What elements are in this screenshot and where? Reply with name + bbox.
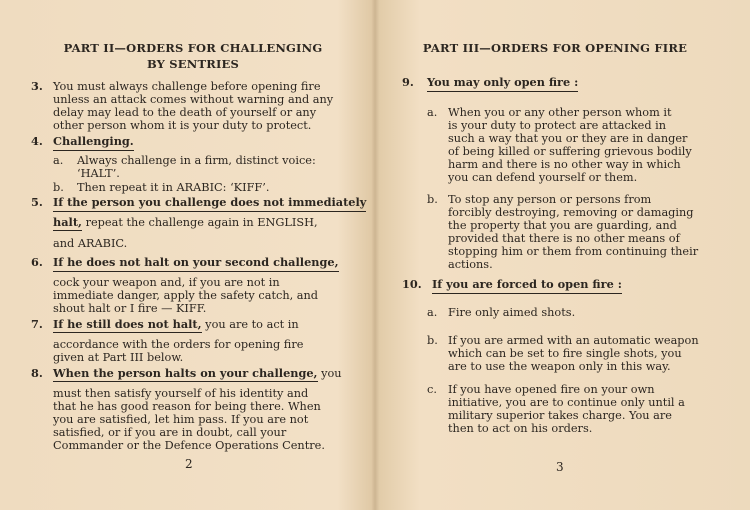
paragraph-10c-line: If you have opened fire on your own: [448, 383, 655, 396]
paragraph-6-number: 6.: [31, 255, 43, 269]
paragraph-9a-line: is your duty to protect are attacked in: [448, 119, 667, 132]
paragraph-5-rest: repeat the challenge again in ENGLISH,: [81, 216, 318, 229]
paragraph-7-first-line: [53, 318, 299, 332]
paragraph-5-number: 5.: [31, 195, 43, 209]
paragraph-8-rest: you: [317, 367, 342, 380]
paragraph-9-heading: You may only open fire :: [427, 76, 578, 92]
paragraph-10b-line: If you are armed with an automatic weapon: [448, 334, 699, 347]
paragraph-9b-label: b.: [427, 193, 438, 206]
page-number-left: 2: [185, 457, 193, 471]
paragraph-10b-label: b.: [427, 334, 438, 347]
paragraph-8-heading: When the person halts on your challenge,: [53, 366, 318, 380]
paragraph-10c-line: military superior takes charge. You are: [448, 409, 672, 422]
paragraph-9a-line: When you or any other person whom it: [448, 106, 672, 119]
paragraph-3-line: unless an attack comes without warning and any: [53, 93, 334, 106]
paragraph-9-number: 9.: [402, 75, 414, 89]
paragraph-6-heading: If he does not halt on your second challenge,: [53, 256, 339, 272]
paragraph-7-line: accordance with the orders for opening fire: [53, 338, 304, 351]
paragraph-10-number: 10.: [402, 277, 422, 291]
paragraph-8-line: satisfied, or if you are in doubt, call your: [53, 426, 287, 439]
paragraph-3-line: You must always challenge before opening fire: [53, 80, 321, 93]
paragraph-5-last-line: and ARABIC.: [53, 237, 128, 250]
paragraph-6-line: shout halt or I fire — KIFF.: [53, 302, 207, 315]
paragraph-3-line: delay may lead to the death of yourself or any: [53, 106, 317, 119]
paragraph-3-number: 3.: [31, 79, 43, 93]
part-two-title-line-1: PART II—ORDERS FOR CHALLENGING: [63, 41, 323, 55]
paragraph-10c-line: then to act on his orders.: [448, 422, 593, 435]
paragraph-10a-text: Fire only aimed shots.: [448, 306, 576, 319]
paragraph-9a-line: you can defend yourself or them.: [448, 171, 638, 184]
paragraph-8-line: you are satisfied, let him pass. If you are not: [53, 413, 309, 426]
paragraph-9a-label: a.: [427, 106, 438, 119]
part-two-title: [48, 40, 338, 72]
paragraph-9b-line: provided that there is no other means of: [448, 232, 680, 245]
paragraph-7-heading: If he still does not halt,: [53, 317, 202, 331]
paragraph-8-first-line: [53, 367, 342, 381]
paragraph-3-line: other person whom it is your duty to protect.: [53, 119, 312, 132]
paragraph-4b-label: b.: [53, 181, 64, 194]
paragraph-4a-line: ‘HALT’.: [77, 167, 120, 180]
paragraph-9a-line: of being killed or suffering grievous bodily: [448, 145, 692, 158]
page-number-right: 3: [556, 460, 564, 474]
paragraph-9b-line: the property that you are guarding, and: [448, 219, 677, 232]
paragraph-9a-line: harm and there is no other way in which: [448, 158, 681, 171]
paragraph-10a-label: a.: [427, 306, 438, 319]
paragraph-9a-line: such a way that you or they are in danger: [448, 132, 688, 145]
right-page: [375, 0, 750, 510]
paragraph-4b-text: Then repeat it in ARABIC: ‘KIFF’.: [77, 181, 270, 194]
paragraph-4-heading: Challenging.: [53, 135, 134, 151]
paragraph-10b-line: which can be set to fire single shots, you: [448, 347, 682, 360]
paragraph-9b-line: To stop any person or persons from: [448, 193, 652, 206]
paragraph-8-line: that he has good reason for being there. When: [53, 400, 321, 413]
paragraph-10-heading: If you are forced to open fire :: [432, 278, 622, 294]
part-three-title: PART III—ORDERS FOR OPENING FIRE: [422, 41, 688, 55]
paragraph-7-number: 7.: [31, 317, 43, 331]
paragraph-5-line-2: [53, 216, 318, 230]
paragraph-5-heading-end: halt,: [53, 215, 82, 229]
paragraph-10c-label: c.: [427, 383, 437, 396]
part-two-title-line-2: BY SENTRIES: [146, 57, 240, 71]
paragraph-8-number: 8.: [31, 366, 43, 380]
paragraph-9b-line: forcibly destroying, removing or damaging: [448, 206, 694, 219]
paragraph-5-heading: If the person you challenge does not immediately: [53, 196, 366, 212]
paragraph-6-line: cock your weapon and, if you are not in: [53, 276, 280, 289]
paragraph-4-number: 4.: [31, 134, 43, 148]
paragraph-7-rest: you are to act in: [201, 318, 299, 331]
paragraph-4a-line: Always challenge in a firm, distinct voice:: [77, 154, 316, 167]
paragraph-9b-line: actions.: [448, 258, 493, 271]
paragraph-8-line: Commander or the Defence Operations Centre.: [53, 439, 325, 452]
paragraph-4a-label: a.: [53, 154, 64, 167]
paragraph-10c-line: initiative, you are to continue only until a: [448, 396, 685, 409]
paragraph-6-line: immediate danger, apply the safety catch, and: [53, 289, 319, 302]
paragraph-7-line: given at Part III below.: [53, 351, 184, 364]
paragraph-9b-line: stopping him or them from continuing their: [448, 245, 699, 258]
paragraph-8-line: must then satisfy yourself of his identity and: [53, 387, 309, 400]
paragraph-10b-line: are to use the weapon only in this way.: [448, 360, 671, 373]
